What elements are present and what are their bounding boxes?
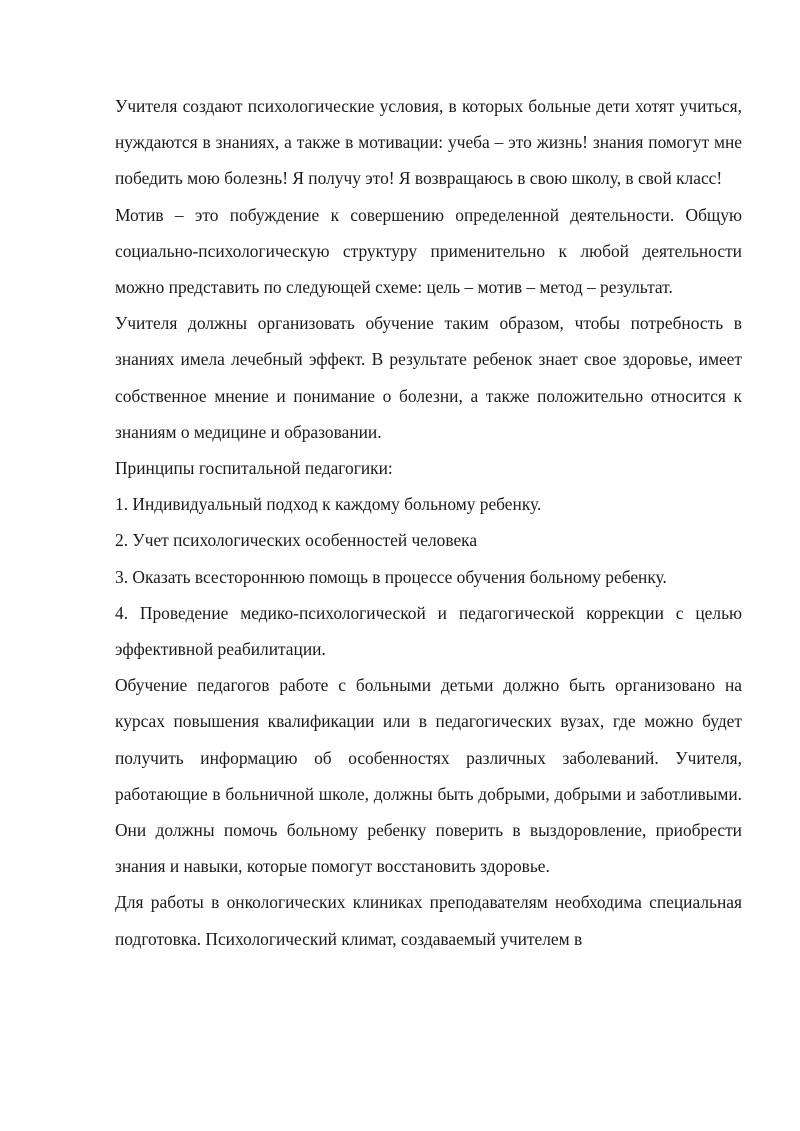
document-page [115,88,742,957]
principle-item-3: 3. Оказать всестороннюю помощь в процессе обучения больному ребенку. [115,566,667,587]
principle-item-1: 1. Индивидуальный подход к каждому больному ребенку. [115,494,542,515]
paragraph-motive: Мотив – это побуждение к совершению определенной деятельности. Общую социально-психологическую структуру применительно к любой деятельности можно представить по следующей схеме: цель – мотив – метод – результат. [115,204,742,298]
paragraph-conditions: Учителя создают психологические условия, в которых больные дети хотят учиться, нуждаются в знаниях, а также в мотивации: учеба – это жизнь! знания помогут мне победить мою болезнь! Я получу это! Я возвращаюсь в свою школу, в свой класс! [115,96,742,189]
paragraph-teacher-training: Обучение педагогов работе с больными детьми должно быть организовано на курсах повышения квалификации или в педагогических вузах, где можно будет получить информацию об особенностях различных заболеваний. Учителя, работающие в больничной школе, должны быть добрыми, добрыми и заботливыми. Они должны помочь больному ребенку поверить в выздоровление, приобрести знания и навыки, которые помогут восстановить здоровье. [115,675,742,877]
paragraph-oncology: Для работы в онкологических клиниках преподавателям необходима специальная подготовка. Психологический климат, создаваемый учителем в [115,892,742,949]
principle-item-2: 2. Учет психологических особенностей человека [115,530,478,551]
principle-item-4: 4. Проведение медико-психологической и педагогической коррекции с целью эффективной реабилитации. [115,602,742,660]
principles-heading: Принципы госпитальной педагогики: [115,458,393,479]
paragraph-learning-effect: Учителя должны организовать обучение таким образом, чтобы потребность в знаниях имела лечебный эффект. В результате ребенок знает свое здоровье, имеет собственное мнение и понимание о болезни, а также положительно относится к знаниям о медицине и образовании. [115,313,742,442]
